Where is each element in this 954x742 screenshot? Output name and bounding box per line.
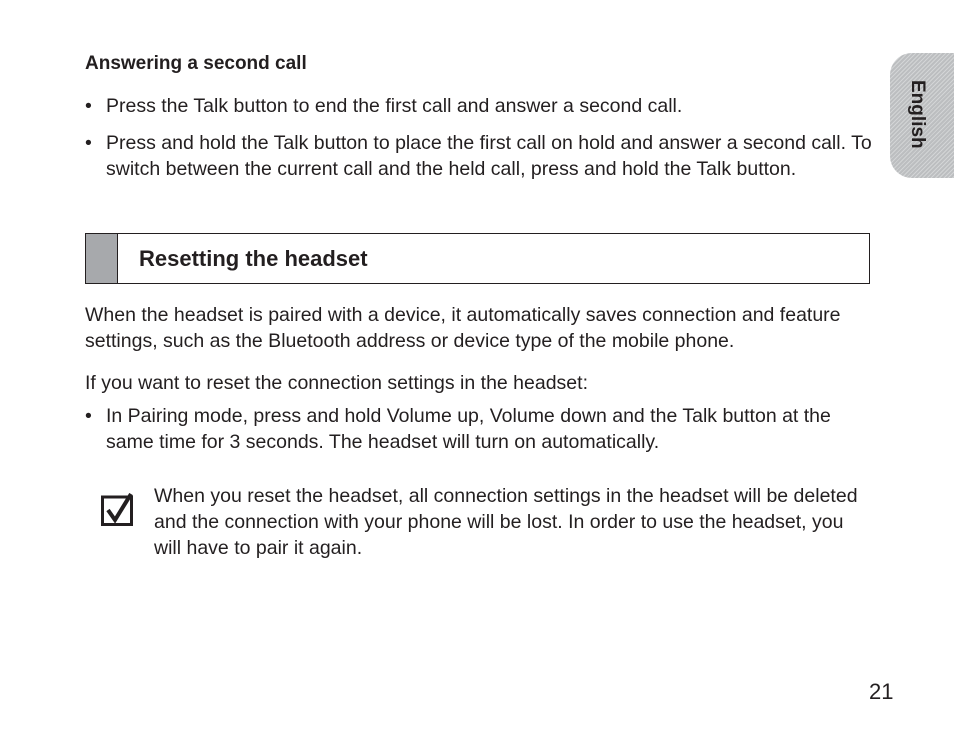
bullet-item — [85, 93, 875, 119]
reset-instruction-paragraph: If you want to reset the connection settings in the headset: — [85, 372, 588, 394]
language-tab — [890, 53, 954, 178]
section-title-bar — [85, 233, 870, 284]
bullet-item — [85, 130, 875, 182]
bullet-dot-icon: • — [85, 405, 92, 427]
bullet-dot-icon: • — [85, 132, 92, 154]
section-title: Resetting the headset — [139, 246, 368, 271]
bullet-text: Press the Talk button to end the first call and answer a second call. — [106, 95, 683, 117]
second-call-bullet-list — [85, 93, 875, 182]
bullet-item — [85, 403, 875, 455]
section-marker — [86, 234, 118, 283]
bullet-text: Press and hold the Talk button to place the first call on hold and answer a second call. To switch between the current call and the held call, press and hold the Talk button. — [106, 132, 872, 180]
language-tab-label: English — [907, 80, 928, 149]
page-number: 21 — [869, 679, 894, 704]
bullet-dot-icon: • — [85, 95, 92, 117]
reset-bullet-list — [85, 403, 875, 455]
checkbox-check-icon — [101, 493, 134, 526]
reset-intro-paragraph: When the headset is paired with a device, it automatically saves connection and feature settings, such as the Bluetooth address or device type of the mobile phone. — [85, 304, 841, 352]
note-text: When you reset the headset, all connection settings in the headset will be deleted and the connection with your phone will be lost. In order to use the headset, you will have to pair it again. — [154, 485, 858, 559]
second-call-heading: Answering a second call — [85, 53, 307, 74]
bullet-text: In Pairing mode, press and hold Volume up, Volume down and the Talk button at the same time for 3 seconds. The headset will turn on automatically. — [106, 405, 831, 453]
